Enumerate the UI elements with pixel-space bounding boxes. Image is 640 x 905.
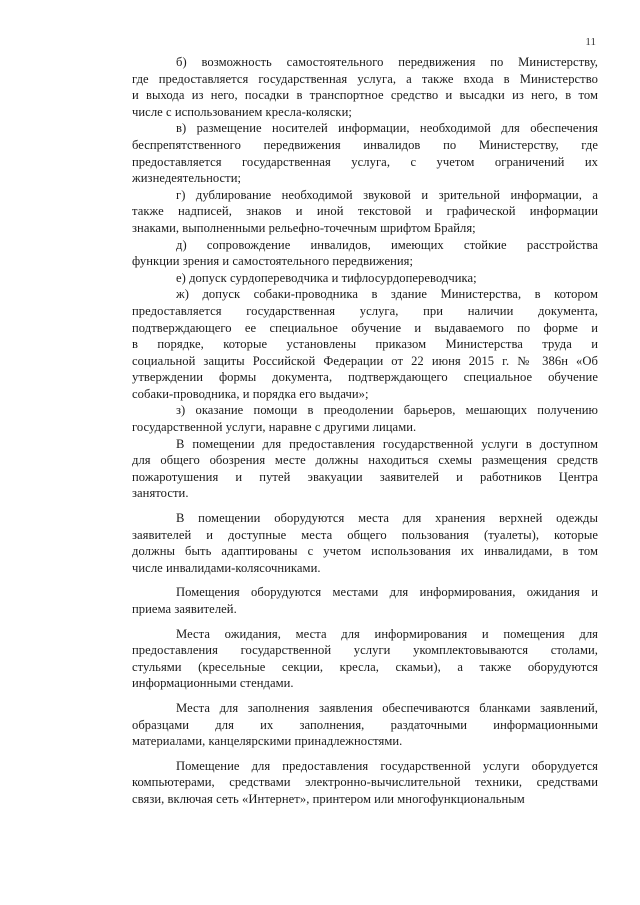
text-line: жизнедеятельности; <box>132 171 242 186</box>
text-line: Места для заполнения заявления обеспечиваются бланками заявлений, <box>176 700 598 715</box>
page-number: 11 <box>585 36 596 48</box>
paragraph <box>88 510 598 576</box>
text-line: предоставления государственной услуги укомплектовываются столами, <box>132 643 598 658</box>
text-line: предоставляется государственная услуга, с учетом ограничений их <box>132 154 598 169</box>
text-line: числе с использованием кресла-коляски; <box>132 104 352 119</box>
text-line: где предоставляется государственная услуга, а также входа в Министерство <box>132 71 598 86</box>
text-line: заявителей и доступные места общего пользования (туалеты), которые <box>132 527 598 542</box>
text-line: е) допуск сурдопереводчика и тифлосурдопереводчика; <box>176 270 477 285</box>
paragraph <box>88 436 598 502</box>
text-line: собаки-проводника, и порядка его выдачи»; <box>132 386 369 401</box>
text-line: г) дублирование необходимой звуковой и зрительной информации, а <box>176 187 598 202</box>
text-line: связи, включая сеть «Интернет», принтером или многофункциональным <box>132 791 525 806</box>
paragraph <box>88 237 598 270</box>
text-line: д) сопровождение инвалидов, имеющих стойкие расстройства <box>176 237 598 252</box>
text-line: предоставляется государственная услуга, при наличии документа, <box>132 303 598 318</box>
text-line: Места ожидания, места для информирования и помещения для <box>176 626 598 641</box>
text-line: ж) допуск собаки-проводника в здание Министерства, в котором <box>176 287 598 302</box>
paragraph <box>88 626 598 692</box>
text-line: должны быть адаптированы с учетом использования их инвалидами, в том <box>132 544 598 559</box>
text-line: для общего обозрения месте должны находиться схемы размещения средств <box>132 453 598 468</box>
text-line: Помещения оборудуются местами для информирования, ожидания и <box>176 585 598 600</box>
text-line: стульями (кресельные секции, кресла, скамьи), а также оборудуются <box>132 659 598 674</box>
text-line: функции зрения и самостоятельного передвижения; <box>132 254 414 269</box>
document-body <box>88 54 598 808</box>
paragraph <box>88 120 598 186</box>
text-line: компьютерами, средствами электронно-вычислительной техники, средствами <box>132 775 598 790</box>
text-line: в) размещение носителей информации, необходимой для обеспечения <box>176 121 598 136</box>
text-line: социальной защиты Российской Федерации от 22 июня 2015 г. № 386н «Об <box>132 353 598 368</box>
paragraph <box>88 402 598 435</box>
text-line: числе инвалидами-колясочниками. <box>132 560 321 575</box>
paragraph <box>88 584 598 617</box>
text-line: занятости. <box>132 486 189 501</box>
paragraph <box>88 187 598 237</box>
paragraph <box>88 758 598 808</box>
text-line: приема заявителей. <box>132 602 237 616</box>
text-line: подтверждающего ее специальное обучение и выдаваемого по форме и <box>132 320 598 335</box>
paragraph <box>88 700 598 750</box>
text-line: в порядке, которые установлены приказом Министерства труда и <box>132 337 598 352</box>
text-line: образцами для их заполнения, раздаточными информационными <box>132 717 598 732</box>
text-line: также надписей, знаков и иной текстовой и графической информации <box>132 204 598 219</box>
paragraph <box>88 286 598 402</box>
paragraph <box>88 54 598 120</box>
text-line: утверждении формы документа, подтверждающего специальное обучение <box>132 370 598 385</box>
text-line: материалами, канцелярскими принадлежностями. <box>132 734 403 749</box>
text-line: В помещении оборудуются места для хранения верхней одежды <box>176 511 598 526</box>
text-line: знаками, выполненными рельефно-точечным шрифтом Брайля; <box>132 220 476 235</box>
text-line: и выхода из него, посадки в транспортное средство и высадки из него, в том <box>132 88 598 103</box>
text-line: з) оказание помощи в преодолении барьеров, мешающих получению <box>176 403 598 418</box>
text-line: б) возможность самостоятельного передвижения по Министерству, <box>176 55 598 69</box>
text-line: Помещение для предоставления государственной услуги оборудуется <box>176 758 598 773</box>
paragraph <box>88 270 598 287</box>
text-line: государственной услуги, наравне с другими лицами. <box>132 420 417 435</box>
text-line: беспрепятственного передвижения инвалидов по Министерству, где <box>132 137 598 152</box>
text-line: пожаротушения и путей эвакуации заявителей и работников Центра <box>132 469 598 484</box>
text-line: В помещении для предоставления государственной услуги в доступном <box>176 436 598 451</box>
text-line: информационными стендами. <box>132 676 294 691</box>
